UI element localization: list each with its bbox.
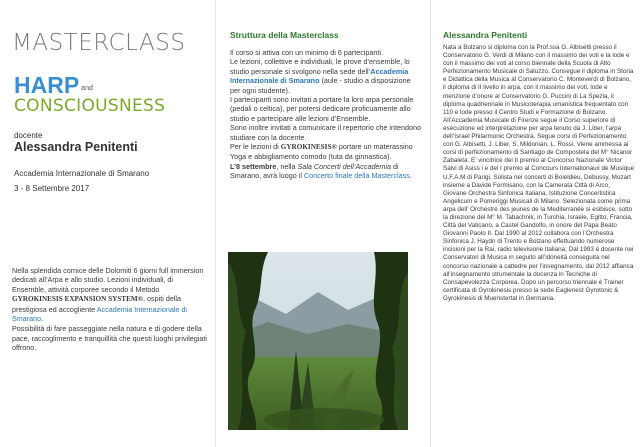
intro-paragraph-2: Possibilità di fare passeggiate nella natura e di godere della pace, raccoglimento e tranquillità che questi luoghi privilegiati offrono. <box>12 324 207 353</box>
gyrokinesis-method-name: GYROKINESIS EXPANSION SYSTEM® <box>12 295 144 304</box>
intro-text: Nella splendida cornice delle Dolomiti 6 giorni full immersion dedicati all’Arpa e allo studio. Lezioni individuali, di Ensemble, attività corporee secondo il Metodo <box>12 266 204 294</box>
struttura-paragraph-3: I partecipanti sono invitati a portare la loro arpa personale (pedali o celtica), per potersi dedicare proficuamente allo studio e partecipare alle lezioni d’Ensemble. <box>230 95 414 123</box>
bio-heading: Alessandra Penitenti <box>443 30 528 40</box>
struttura-paragraphs <box>230 48 422 181</box>
struttura-paragraph-1: Il corso si attiva con un minimo di 6 partecipanti. <box>230 48 384 57</box>
struttura-heading: Struttura della Masterclass <box>230 30 339 40</box>
and-word: and <box>81 85 93 92</box>
academy-name-highlight: Accademia Internazionale di Smarano <box>12 304 188 324</box>
struttura-text: Le lezioni, collettive e individuali, le prove d’ensemble, lo studio personale si svolgono nella sede dell’ <box>230 57 410 76</box>
bio-paragraph: Nata a Bolzano si diploma con la Prof.ssa G. Albisetti presso il Conservatorio G. Verdi di Milano con il massimo dei voti e la lode e con il massimo dei voti al corso biennale della Scuola di Alto Perfezionamento Musicale di Saluzzo. Consegue il diploma in Storia e Didattica della Musica al Conservatorio C. Monteverdi di Bolzano, il diploma di II livello in arpa, con il massimo dei voti, lode e menzione d’onore al Conservatorio G. Puccini di La Spezia, il diploma quadriennale in Musicoterapia umanistica frequentato con 110 e lode presso il Centro Studi e Formazione di Bolzano. All’Accademia Musicale di Firenze segue il Corso superiore di esecuzione ed interpretazione per arpa tenuto da J. Liber, l’arpa dell’Israel Philarmonic Orchestra. Segue corsi di Perfezionamento con G. Albisetti, J. Liber, S. Mildonian, L. Rossi. Viene ammessa ai corsi di perfezionamento di Santiago de Compostela del M° Nicanor Zabaleta. E’ vincitrice del II premio al Concorso Nazionale Victor Salvi di Asiss i e del I premio al Concours Internationaux de Musique U.F.A.M di Parigi. Solista nei concerti di Boieldieu, Debussy, Mozart insieme a Davide Formisano, con la Camerata Città di Arco, Giovane Orchestra Sinfonica Italiana, Istituzione Concertistica Angelicum e Pomeriggi Musicali di Milano. Selezionata come prima arpa dell’ Orchestre des jeunes de la Mediterranée si esibisce, sotto la direzione del M° M. Tabachnik, in Turchia, Israele, Egitto, Francia, Città del Vaticano, a Castel Gandolfo, in onore del Papa Beato Giovanni Paolo II. Dal 1990 al 2012 collabora con l’Orchestra Sinfonica J. Haydn di Trento e Bolzano effettuando numerose incisioni per la Rai, radio televisione Italiana; Dal 1993 è docente nei Conservatori di Musica in seguito all’idoneità conseguita nel concorso nazionale a cattedre per l’insegnamento, dal 2012 affianca all’insegnamento strumentale la docenza in Tecniche di Consapevolezza Corporea. Dopo un percorso triennale è Trainer certificata di Gyrokinesis presso la sede Eaglenest Gyrotonic & Gyrokinesis di Muenstertal in Germania. <box>443 44 635 302</box>
event-dates: 3 - 8 Settembre 2017 <box>14 184 90 193</box>
struttura-paragraph-2 <box>230 57 422 95</box>
struttura-text: , nella <box>276 161 298 171</box>
struttura-text: . <box>409 171 412 181</box>
harp-title-row <box>14 72 93 99</box>
column-divider-left <box>215 0 216 447</box>
struttura-text: (aule - studio a disposizione per ogni studente). <box>230 76 411 95</box>
academy-name-highlight: Accademia Internazionale di Smarano <box>230 66 409 86</box>
column-divider-right <box>430 0 431 447</box>
intro-paragraphs <box>12 266 207 354</box>
docente-label: docente <box>14 131 43 140</box>
harp-word: HARP <box>14 72 80 98</box>
consciousness-word: CONSCIOUSNESS <box>14 96 166 116</box>
intro-paragraph-1 <box>12 266 207 323</box>
masterclass-title: MASTERCLASS <box>12 30 186 56</box>
mountain-landscape-photo <box>228 252 408 430</box>
bio-text <box>443 44 635 303</box>
concert-hall-name: Sala Concerti dell’Accademia <box>297 161 392 171</box>
struttura-paragraph-4: Sono inoltre invitati a comunicare il repertorio che intendono studiare con la docente. <box>230 123 421 142</box>
struttura-paragraph-5 <box>230 142 422 162</box>
teacher-name: Alessandra Penitenti <box>14 140 138 154</box>
venue-name: Accademia Internazionale di Smarano <box>14 169 150 178</box>
concert-date: L’8 settembre <box>230 161 277 171</box>
struttura-text: portare un materassino Yoga e abbigliamento comodo (tuta da ginnastica). <box>230 142 413 162</box>
struttura-text: Per le lezioni di <box>230 142 281 152</box>
final-concert-highlight: Concerto finale della Masterclass <box>303 171 410 181</box>
struttura-paragraph-6 <box>230 162 422 181</box>
intro-text: , ospiti della prestigiosa ed accogliente <box>12 294 182 314</box>
gyrokinesis-method-name: GYROKINESIS® <box>280 143 337 152</box>
intro-text: . <box>41 314 44 324</box>
struttura-text: di Smarano, avrà luogo il <box>230 161 399 181</box>
